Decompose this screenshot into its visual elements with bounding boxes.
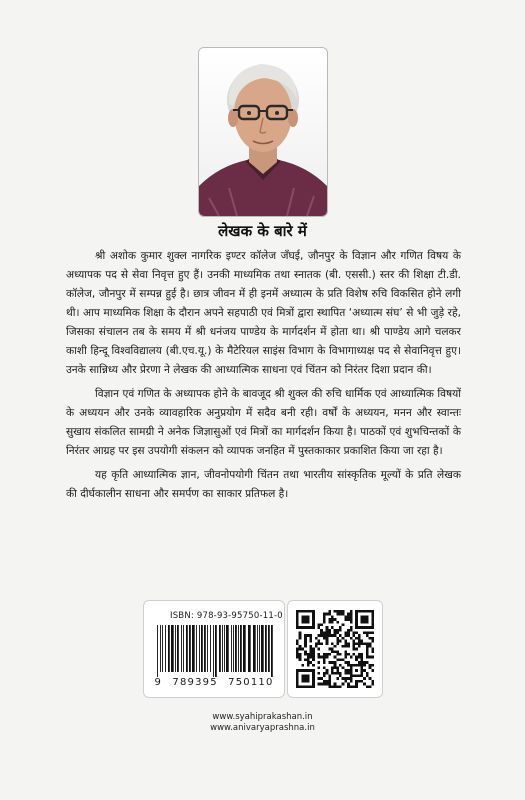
section-heading: लेखक के बारे में xyxy=(218,222,307,240)
bio-paragraph: श्री अशोक कुमार शुक्ल नागरिक इण्टर कॉलेज जँघई, जौनपुर के विज्ञान और गणित विषय के अध्यापक पद से सेवा निवृत्त हुए हैं। उनकी माध्यमिक तथा स्नातक (बी. एससी.) स्तर की शिक्षा टी.डी. कॉलेज, जौनपुर में सम्पन्न हुई है। छात्र जीवन में ही इनमें अध्यात्म के प्रति विशेष रुचि विकसित होने लगी थी। आप माध्यमिक शिक्षा के दौरान अपने सहपाठी एवं मित्रों द्वारा स्थापित ‘अध्यात्म संघ’ से भी जुड़े रहे, जिसका संचालन तब के समय में श्री धनंजय पाण्डेय के मार्गदर्शन में होता था। श्री पाण्डेय आगे चलकर काशी हिन्दू विश्वविद्यालय (बी.एच.यू.) के मैटेरियल साइंस विभाग के विभागाध्यक्ष पद से सेवानिवृत्त हुए। उनके सान्निध्य और प्रेरणा ने लेखक की आध्यात्मिक साधना एवं चिंतन को निरंतर दिशा प्रदान की। xyxy=(66,250,461,376)
isbn-barcode-box xyxy=(143,600,285,698)
bio-paragraph: विज्ञान एवं गणित के अध्यापक होने के बावजूद श्री शुक्ल की रुचि धार्मिक एवं आध्यात्मिक विषयों के अध्ययन और उनके व्यावहारिक अनुप्रयोग में सदैव बनी रही। वर्षों के अध्ययन, मनन और स्वान्तः सुखाय संकलित सामग्री ने अनेक जिज्ञासुओं एवं मित्रों का मार्गदर्शन किया है। पाठकों एवं शुभचिन्तकों के निरंतर आग्रह पर इस उपयोगी संकलन को व्यापक जनहित में पुस्तकाकार प्रकाशित किया जा रहा है। xyxy=(66,388,461,457)
barcode-digits-right: 750110 xyxy=(228,677,274,688)
barcode-digit-lead: 9 xyxy=(154,677,163,688)
author-bio xyxy=(66,247,461,509)
website-link[interactable]: www.syahiprakashan.in xyxy=(212,712,313,722)
barcode-digits-left: 789395 xyxy=(172,677,218,688)
author-photo xyxy=(198,47,328,217)
author-portrait-image xyxy=(199,48,327,216)
bio-paragraph: यह कृति आध्यात्मिक ज्ञान, जीवनोपयोगी चिंतन तथा भारतीय सांस्कृतिक मूल्यों के प्रति लेखक की दीर्घकालीन साधना और समर्पण का साकार प्रतिफल है। xyxy=(66,469,461,500)
barcode-digits xyxy=(144,677,284,688)
website-link[interactable]: www.anivaryaprashna.in xyxy=(210,723,315,733)
qr-code xyxy=(296,610,374,688)
isbn-label: ISBN: 978-93-95750-11-0 xyxy=(170,611,283,621)
qr-code-box xyxy=(287,600,383,698)
website-links xyxy=(0,712,525,734)
isbn-barcode xyxy=(155,625,275,677)
